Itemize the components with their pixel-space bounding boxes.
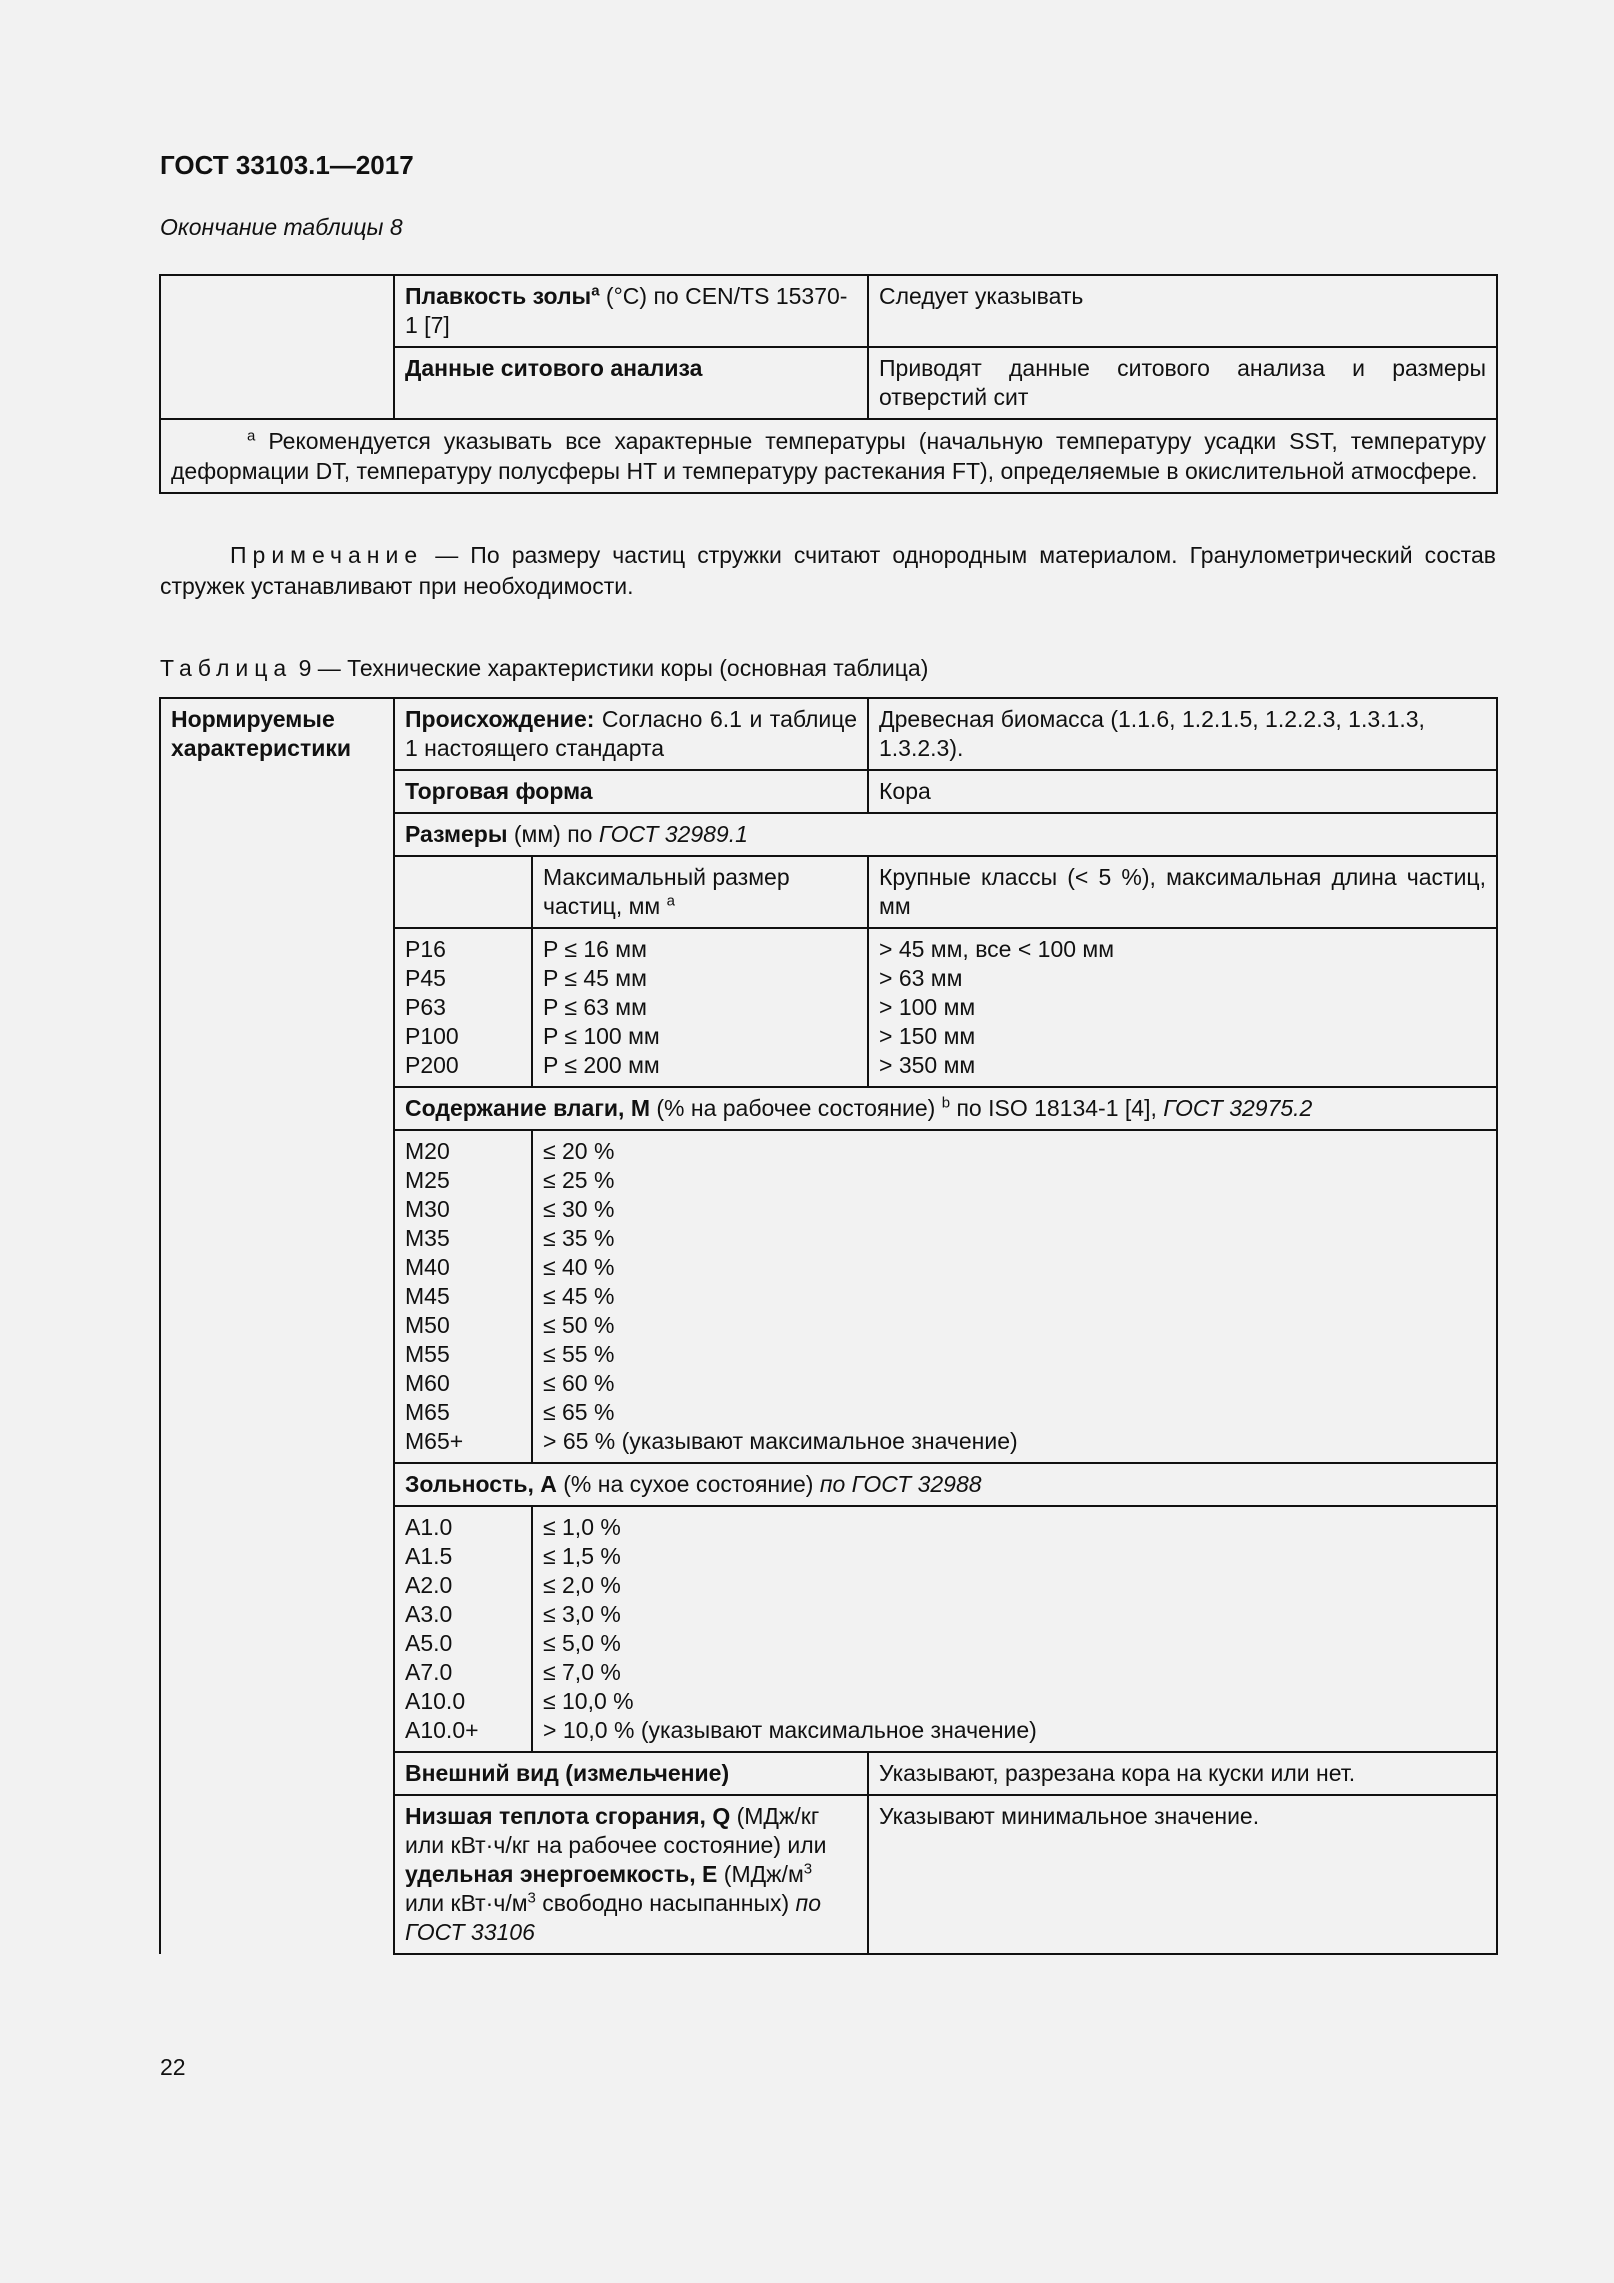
moisture-header: Содержание влаги, М (% на рабочее состояние) $^b$ по ISO 18134-1 [4], ГОСТ 32975.2 <box>394 1087 1497 1130</box>
list-item: A3.0 <box>405 1601 453 1627</box>
list-item: M40 <box>405 1254 450 1280</box>
table8-continuation-caption: Окончание таблицы 8 <box>160 214 403 240</box>
max-size-header: Максимальный размер частиц, мм $^а$ <box>532 856 868 928</box>
coarse-classes-header: Крупные классы (< 5 %), максимальная длина частиц, мм <box>868 856 1497 928</box>
table8-empty-cell <box>160 275 394 419</box>
list-item: ≤ 30 % <box>543 1196 615 1222</box>
list-item: ≤ 10,0 % <box>543 1688 634 1714</box>
list-item: ≤ 60 % <box>543 1370 615 1396</box>
list-item: P100 <box>405 1023 459 1049</box>
list-item: M60 <box>405 1370 450 1396</box>
list-item: > 150 мм <box>879 1023 976 1049</box>
ash-header: Зольность, А (% на сухое состояние) по ГОСТ 32988 <box>394 1463 1497 1506</box>
list-item: ≤ 5,0 % <box>543 1630 621 1656</box>
ash-classes <box>394 1506 532 1752</box>
normed-characteristics-label: Нормируемые характеристики <box>160 698 394 1954</box>
origin-value: Древесная биомасса (1.1.6, 1.2.1.5, 1.2.2.3, 1.3.1.3, 1.3.2.3). <box>868 698 1497 770</box>
size-max-values <box>532 928 868 1087</box>
list-item: ≤ 3,0 % <box>543 1601 621 1627</box>
trade-form-value: Кора <box>868 770 1497 813</box>
calorific-value: Указывают минимальное значение. <box>868 1795 1497 1954</box>
table8-footnote: $^а$ Рекомендуется указывать все характерные температуры (начальную температуру усадки SST, температуру деформации DT, температуру полусферы HT и температуру растекания FT), определяемые в окислительной атмосфере. <box>160 419 1497 493</box>
list-item: A1.0 <box>405 1514 453 1540</box>
list-item: ≤ 35 % <box>543 1225 615 1251</box>
list-item: A1.5 <box>405 1543 453 1569</box>
list-item: A5.0 <box>405 1630 453 1656</box>
list-item: M45 <box>405 1283 450 1309</box>
list-item: > 65 % (указывают максимальное значение) <box>543 1428 1018 1454</box>
list-item: M35 <box>405 1225 450 1251</box>
list-item: A10.0 <box>405 1688 466 1714</box>
sizes-subheader-empty <box>394 856 532 928</box>
list-item: P63 <box>405 994 446 1020</box>
table-row <box>160 698 1497 770</box>
list-item: P45 <box>405 965 446 991</box>
page-number: 22 <box>160 2054 186 2080</box>
list-item: > 63 мм <box>879 965 963 991</box>
sizes-header: Размеры (мм) по ГОСТ 32989.1 <box>394 813 1497 856</box>
sieve-analysis-label: Данные ситового анализа <box>394 347 868 419</box>
table8-continuation <box>159 274 1498 494</box>
list-item: P200 <box>405 1052 459 1078</box>
list-item: ≤ 45 % <box>543 1283 615 1309</box>
list-item: P ≤ 100 мм <box>543 1023 660 1049</box>
list-item: > 45 мм, все < 100 мм <box>879 936 1115 962</box>
ash-fusibility-value: Следует указывать <box>868 275 1497 347</box>
moisture-values <box>532 1130 1497 1463</box>
list-item: M30 <box>405 1196 450 1222</box>
appearance-label: Внешний вид (измельчение) <box>394 1752 868 1795</box>
list-item: A10.0+ <box>405 1717 479 1743</box>
list-item: > 10,0 % (указывают максимальное значение) <box>543 1717 1037 1743</box>
table9-title: Таблица 9 — Технические характеристики коры (основная таблица) <box>160 655 929 681</box>
list-item: ≤ 1,0 % <box>543 1514 621 1540</box>
calorific-label: Низшая теплота сгорания, Q (МДж/кг или кВт·ч/кг на рабочее состояние) или удельная энергоемкость, Е ($МДж/м^3$ или $кВт\cdot ч/м^3$ свободно насыпанных) по ГОСТ 33106 <box>394 1795 868 1954</box>
list-item: P ≤ 63 мм <box>543 994 647 1020</box>
list-item: M25 <box>405 1167 450 1193</box>
size-classes <box>394 928 532 1087</box>
table9 <box>159 697 1498 1955</box>
list-item: M55 <box>405 1341 450 1367</box>
list-item: P16 <box>405 936 446 962</box>
list-item: P ≤ 200 мм <box>543 1052 660 1078</box>
table-row <box>160 419 1497 493</box>
appearance-value: Указывают, разрезана кора на куски или нет. <box>868 1752 1497 1795</box>
list-item: A7.0 <box>405 1659 453 1685</box>
list-item: > 350 мм <box>879 1052 976 1078</box>
sieve-analysis-value: Приводят данные ситового анализа и размеры отверстий сит <box>868 347 1497 419</box>
moisture-classes <box>394 1130 532 1463</box>
list-item: > 100 мм <box>879 994 976 1020</box>
list-item: M20 <box>405 1138 450 1164</box>
list-item: ≤ 65 % <box>543 1399 615 1425</box>
note-paragraph: Примечание — По размеру частиц стружки считают однородным материалом. Гранулометрический состав стружек устанавливают при необходимости. <box>160 542 1496 599</box>
list-item: ≤ 20 % <box>543 1138 615 1164</box>
ash-fusibility-label: Плавкость золы$^а$ (°C) по CEN/TS 15370-1 [7] <box>394 275 868 347</box>
list-item: P ≤ 45 мм <box>543 965 647 991</box>
list-item: ≤ 1,5 % <box>543 1543 621 1569</box>
list-item: P ≤ 16 мм <box>543 936 647 962</box>
list-item: A2.0 <box>405 1572 453 1598</box>
origin-label: Происхождение: Согласно 6.1 и таблице 1 настоящего стандарта <box>394 698 868 770</box>
list-item: M65 <box>405 1399 450 1425</box>
document-header: ГОСТ 33103.1—2017 <box>160 150 414 180</box>
list-item: ≤ 55 % <box>543 1341 615 1367</box>
size-coarse-values <box>868 928 1497 1087</box>
list-item: M65+ <box>405 1428 464 1454</box>
list-item: M50 <box>405 1312 450 1338</box>
ash-values <box>532 1506 1497 1752</box>
trade-form-label: Торговая форма <box>394 770 868 813</box>
list-item: ≤ 50 % <box>543 1312 615 1338</box>
list-item: ≤ 2,0 % <box>543 1572 621 1598</box>
list-item: ≤ 25 % <box>543 1167 615 1193</box>
list-item: ≤ 7,0 % <box>543 1659 621 1685</box>
table-row <box>160 275 1497 347</box>
list-item: ≤ 40 % <box>543 1254 615 1280</box>
